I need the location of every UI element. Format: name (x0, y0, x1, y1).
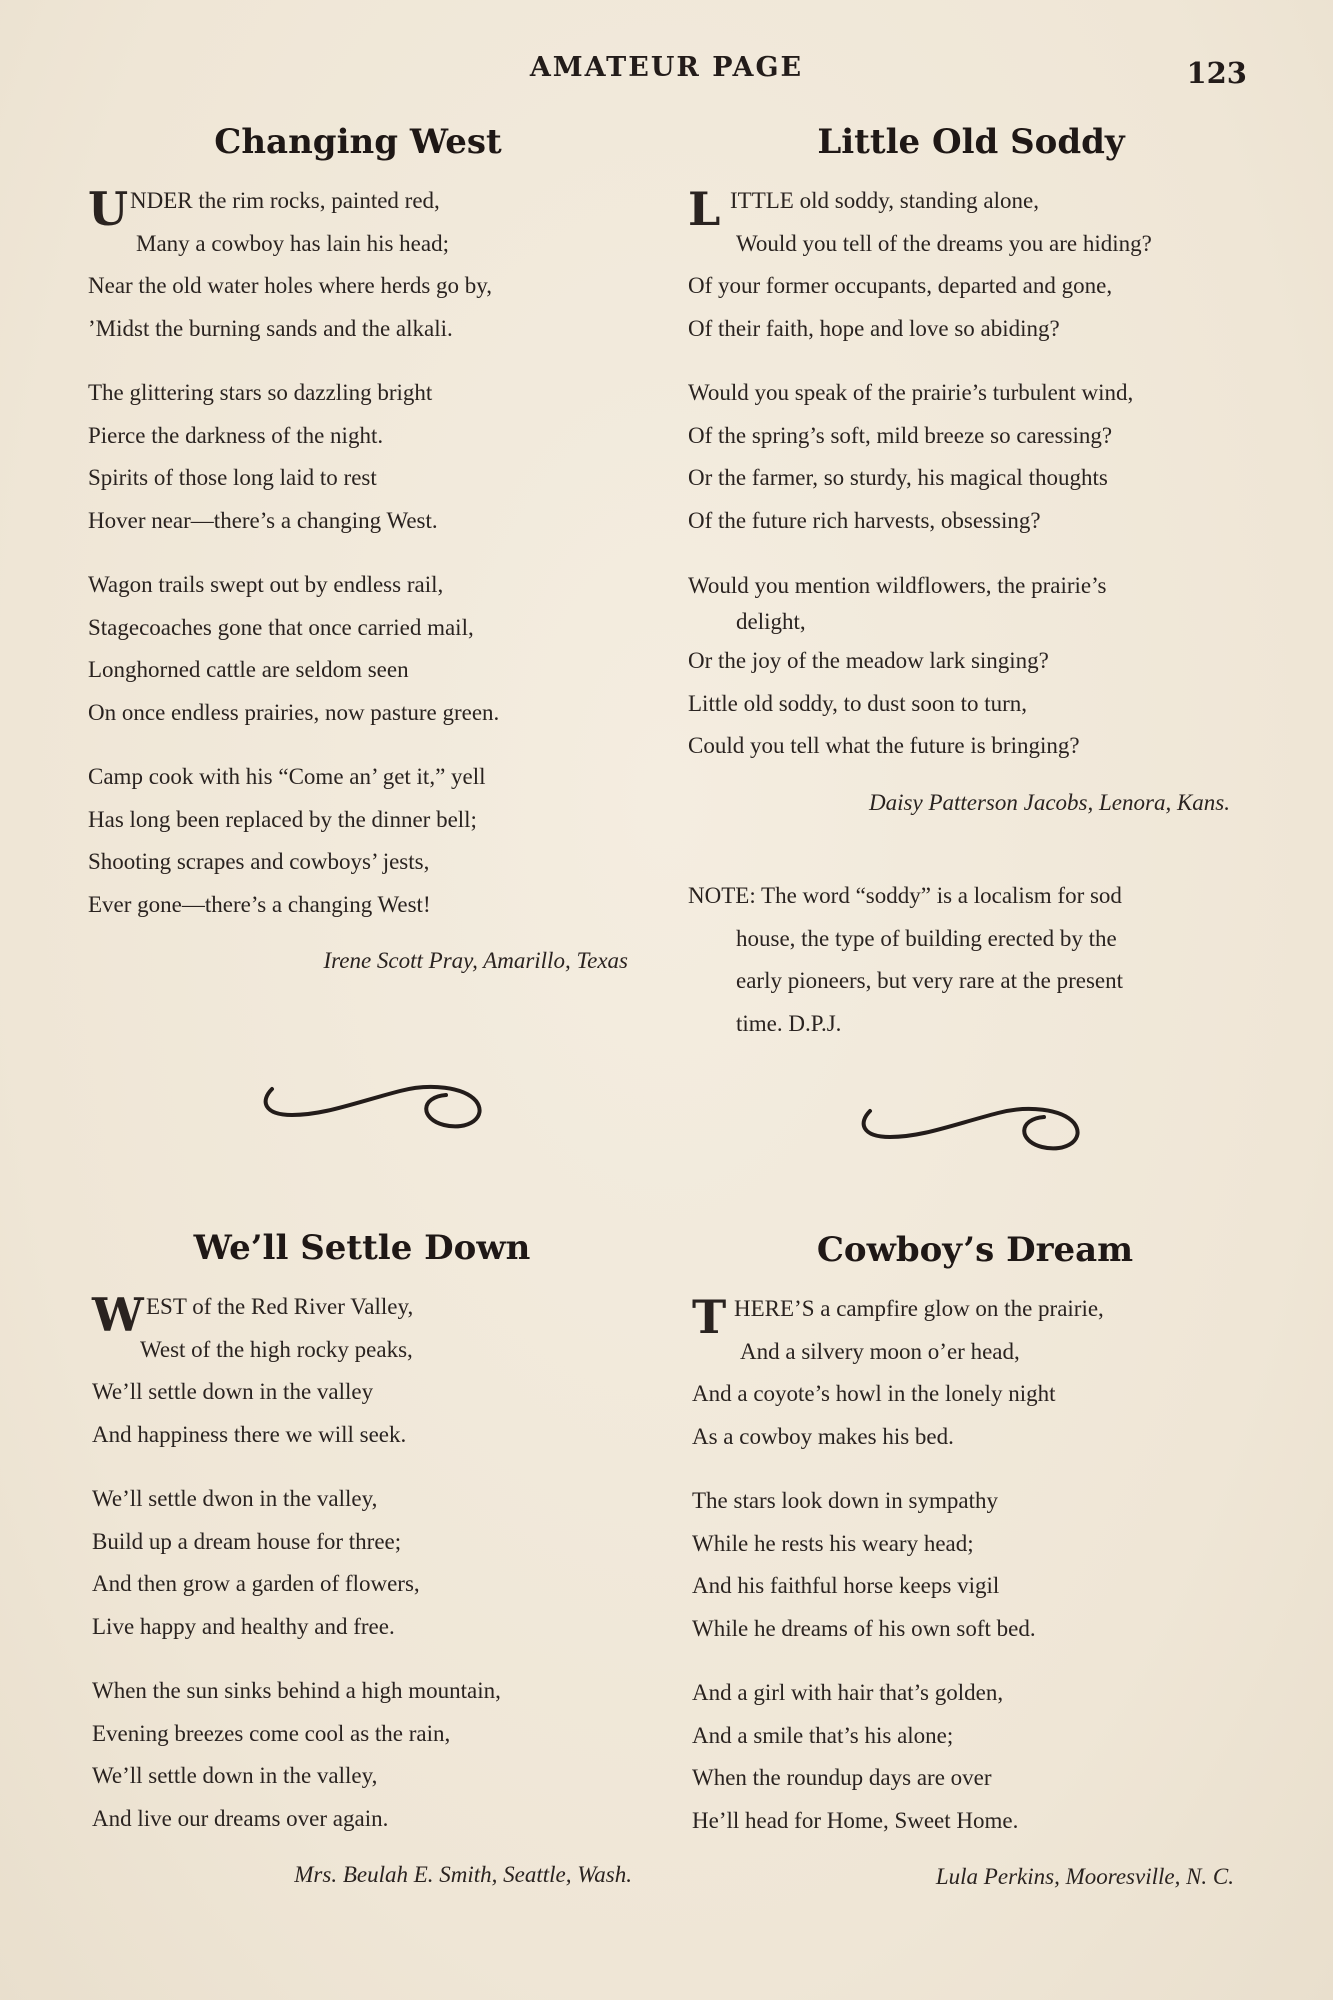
poem-line: ITTLE old soddy, standing alone, (730, 188, 1039, 213)
poem-line: Would you tell of the dreams you are hiding? (736, 230, 1152, 256)
poem-line: When the roundup days are over (692, 1765, 992, 1790)
poem-line: And a smile that’s his alone; (692, 1722, 954, 1748)
poem-attribution: Daisy Patterson Jacobs, Lenora, Kans. (869, 789, 1230, 815)
poem-line: Spirits of those long laid to rest (88, 465, 377, 490)
swash-flourish-icon (856, 1097, 1086, 1161)
poem-line: Camp cook with his “Come an’ get it,” yell (88, 764, 486, 789)
poem-line: And a coyote’s howl in the lonely night (692, 1381, 1056, 1406)
poem-line: Evening breezes come cool as the rain, (92, 1720, 451, 1746)
drop-cap: L (688, 182, 721, 236)
drop-cap: W (92, 1288, 144, 1342)
first-line (92, 1286, 632, 1342)
poem-line: And a girl with hair that’s golden, (692, 1680, 1004, 1705)
swash-flourish-icon (258, 1075, 488, 1139)
poem-line: Of their faith, hope and love so abiding? (688, 315, 1060, 341)
poem-line: ’Midst the burning sands and the alkali. (88, 315, 453, 341)
first-line (692, 1288, 1258, 1344)
note-line: early pioneers, but very rare at the present (736, 968, 1123, 993)
poem-line: While he rests his weary head; (692, 1530, 974, 1556)
poem-line: Of the spring’s soft, mild breeze so caressing? (688, 422, 1113, 448)
poem-title: We’ll Settle Down (193, 1228, 531, 1268)
poem-line: Of the future rich harvests, obsessing? (688, 507, 1041, 533)
first-line (88, 180, 628, 236)
poem-line: Build up a dream house for three; (92, 1528, 402, 1554)
poem-attribution: Irene Scott Pray, Amarillo, Texas (323, 948, 628, 973)
stanza (688, 564, 1254, 768)
drop-cap: T (692, 1290, 727, 1344)
stanza (88, 372, 628, 542)
poem-line: And happiness there we will seek. (92, 1421, 407, 1447)
poem-line: Or the farmer, so sturdy, his magical thoughts (688, 465, 1108, 490)
poem-line: And then grow a garden of flowers, (92, 1571, 420, 1596)
poem-line: Near the old water holes where herds go by, (88, 273, 493, 298)
poem-line: Shooting scrapes and cowboys’ jests, (88, 849, 430, 874)
poem-line: And his faithful horse keeps vigil (692, 1573, 1000, 1598)
poem-line: We’ll settle down in the valley, (92, 1763, 378, 1788)
poem-line: Hover near—there’s a changing West. (88, 507, 438, 533)
stanza (88, 564, 628, 734)
poem-attribution: Mrs. Beulah E. Smith, Seattle, Wash. (294, 1862, 632, 1887)
note-line: house, the type of building erected by the (736, 925, 1117, 951)
poem-line: On once endless prairies, now pasture green. (88, 699, 500, 725)
poem-line: The stars look down in sympathy (692, 1488, 998, 1513)
poem-line: Or the joy of the meadow lark singing? (688, 648, 1049, 673)
stanza (88, 756, 628, 926)
poem-line: Pierce the darkness of the night. (88, 422, 384, 448)
poem-title: Cowboy’s Dream (816, 1230, 1134, 1270)
stanza (688, 372, 1254, 542)
stanza (92, 1286, 632, 1456)
poem-line: We’ll settle down in the valley (92, 1379, 374, 1404)
poem-line: NDER the rim rocks, painted red, (130, 188, 440, 213)
poem-line-continuation: delight, (736, 609, 806, 634)
note-line: NOTE: The word “soddy” is a localism for sod (688, 883, 1122, 908)
stanza (92, 1478, 632, 1648)
page-number: 123 (1186, 56, 1247, 90)
poem-line: HERE’S a campfire glow on the prairie, (734, 1296, 1104, 1321)
stanza (692, 1288, 1258, 1458)
editor-note (688, 875, 1254, 1045)
poem-line: Of your former occupants, departed and gone, (688, 273, 1113, 298)
poem-line: Stagecoaches gone that once carried mail, (88, 614, 474, 640)
poem-line: And a silvery moon o’er head, (740, 1338, 1020, 1364)
poem-line: Could you tell what the future is bringing? (688, 733, 1080, 758)
stanza (92, 1670, 632, 1840)
poem-line: Little old soddy, to dust soon to turn, (688, 690, 1028, 716)
stanza (688, 180, 1254, 350)
poem-attribution: Lula Perkins, Mooresville, N. C. (935, 1864, 1234, 1889)
poem-line: Longhorned cattle are seldom seen (88, 657, 409, 682)
poem-line: Would you speak of the prairie’s turbulent wind, (688, 380, 1134, 405)
poem-well-settle-down (92, 1228, 632, 1888)
poem-line: Wagon trails swept out by endless rail, (88, 572, 444, 597)
note-line: time. D.P.J. (736, 1010, 842, 1036)
poem-line: Has long been replaced by the dinner bell; (88, 806, 477, 832)
stanza (692, 1672, 1258, 1842)
poem-line: Many a cowboy has lain his head; (136, 230, 449, 256)
poem-line: We’ll settle dwon in the valley, (92, 1486, 378, 1511)
poem-line: Ever gone—there’s a changing West! (88, 891, 431, 917)
poem-line: As a cowboy makes his bed. (692, 1423, 954, 1449)
poem-cowboys-dream (692, 1230, 1258, 1890)
stanza (88, 180, 628, 350)
poem-line: When the sun sinks behind a high mountain, (92, 1678, 501, 1703)
poem-title: Changing West (214, 122, 502, 162)
poem-title: Little Old Soddy (817, 122, 1125, 162)
running-head: AMATEUR PAGE (529, 52, 804, 83)
poem-line: While he dreams of his own soft bed. (692, 1615, 1036, 1641)
poem-line: West of the high rocky peaks, (140, 1336, 413, 1362)
poem-line: EST of the Red River Valley, (146, 1294, 414, 1319)
poem-line: Live happy and healthy and free. (92, 1613, 395, 1639)
poem-changing-west (88, 122, 628, 974)
poem-line: The glittering stars so dazzling bright (88, 380, 433, 405)
poem-little-old-soddy (688, 122, 1254, 816)
drop-cap: U (88, 182, 129, 236)
stanza (692, 1480, 1258, 1650)
first-line (688, 180, 1254, 236)
poem-line: Would you mention wildflowers, the prairie’s (688, 573, 1107, 598)
poem-line: He’ll head for Home, Sweet Home. (692, 1807, 1019, 1833)
poem-line: And live our dreams over again. (92, 1805, 389, 1831)
